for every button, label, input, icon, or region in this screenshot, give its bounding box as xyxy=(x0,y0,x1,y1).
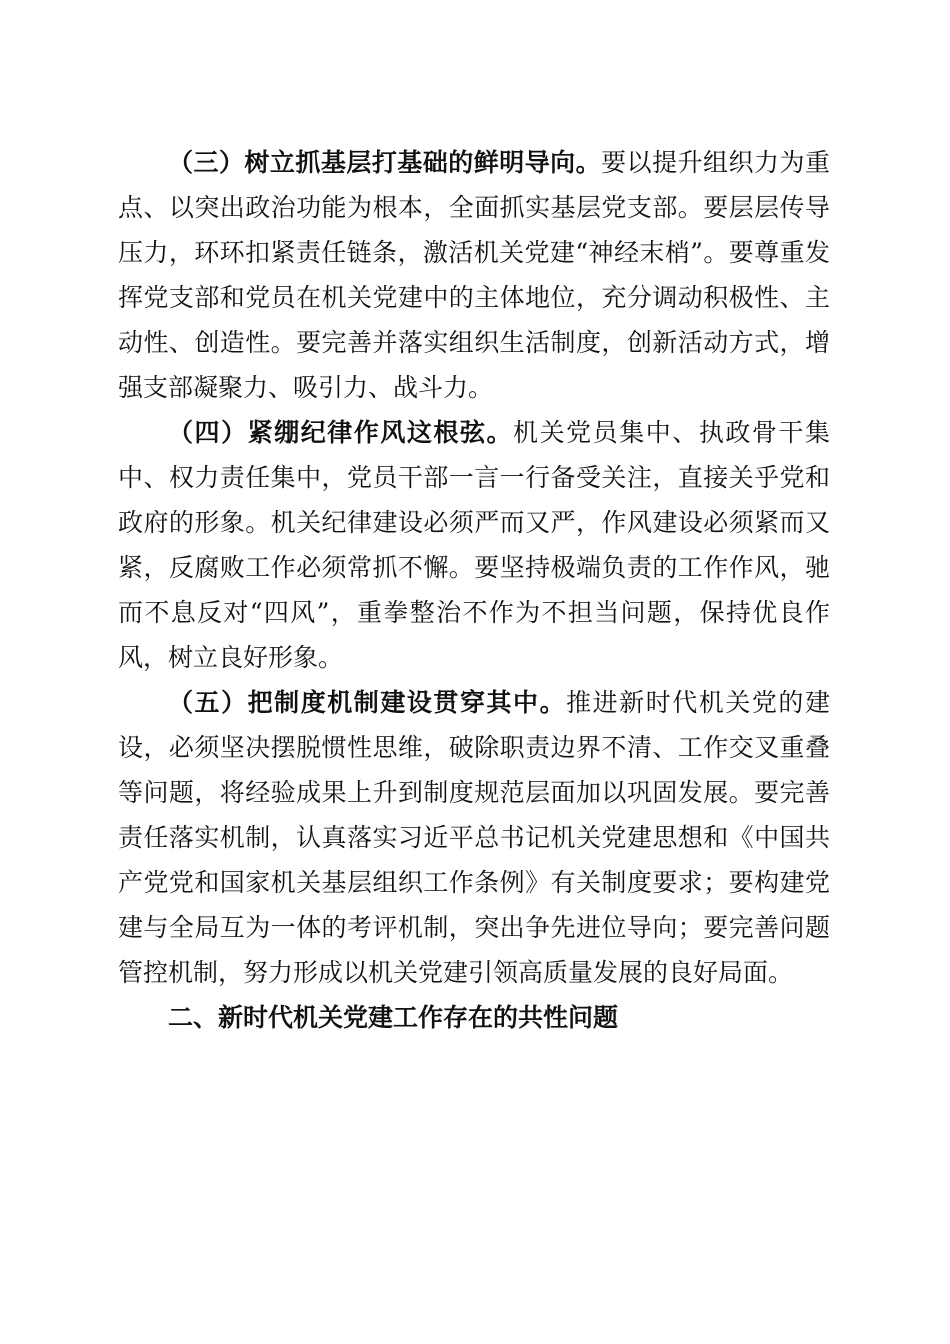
paragraph-5-body: 推进新时代机关党的建设，必须坚决摆脱惯性思维，破除职责边界不清、工作交叉重叠等问题，将经验成果上升到制度规范层面加以巩固发展。要完善责任落实机制，认真落实习近平总书记机关党建思想和《中国共产党党和国家机关基层组织工作条例》有关制度要求；要构建党建与全局互为一体的考评机制，突出争先进位导向；要完善问题管控机制，努力形成以机关党建引领高质量发展的良好局面。 xyxy=(118,688,830,987)
paragraph-5-lead: （五）把制度机制建设贯穿其中。 xyxy=(168,688,567,717)
paragraph-4 xyxy=(118,410,830,680)
paragraph-4-body: 机关党员集中、执政骨干集中、权力责任集中，党员干部一言一行备受关注，直接关乎党和政府的形象。机关纪律建设必须严而又严，作风建设必须紧而又紧，反腐败工作必须常抓不懈。要坚持极端负责的工作作风，驰而不息反对“四风”，重拳整治不作为不担当问题，保持优良作风，树立良好形象。 xyxy=(118,418,830,672)
section-heading: 二、新时代机关党建工作存在的共性问题 xyxy=(168,1003,619,1032)
paragraph-3-body: 要以提升组织力为重点、以突出政治功能为根本，全面抓实基层党支部。要层层传导压力，环环扣紧责任链条，激活机关党建“神经末梢”。要尊重发挥党支部和党员在机关党建中的主体地位，充分调动积极性、主动性、创造性。要完善并落实组织生活制度，创新活动方式，增强支部凝聚力、吸引力、战斗力。 xyxy=(118,148,830,402)
document-body xyxy=(118,140,830,1040)
paragraph-3-lead: （三）树立抓基层打基础的鲜明导向。 xyxy=(168,148,602,177)
paragraph-3 xyxy=(118,140,830,410)
paragraph-5 xyxy=(118,680,830,995)
paragraph-4-lead: （四）紧绷纪律作风这根弦。 xyxy=(168,418,514,447)
